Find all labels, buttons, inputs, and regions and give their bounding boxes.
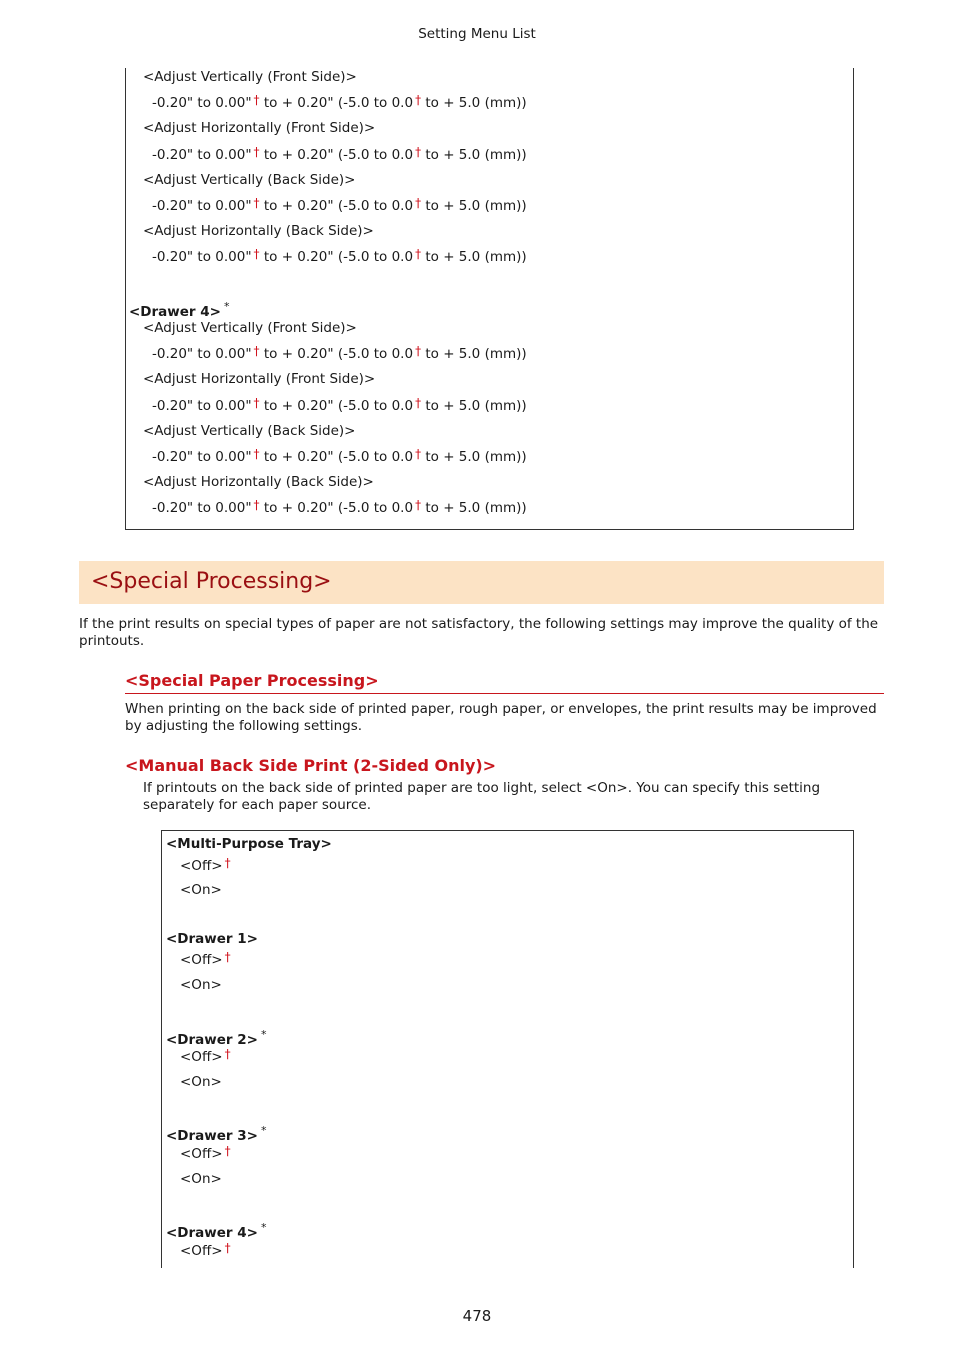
setting-range: -0.20" to 0.00" † to + 0.20" (-5.0 to 0.0 † to + 5.0 (mm)) — [152, 247, 527, 265]
source-label: <Drawer 2> * — [166, 1028, 267, 1048]
setting-label: <Adjust Horizontally (Back Side)> — [143, 474, 374, 490]
section-intro: If the print results on special types of paper are not satisfactory, the following settings may improve the quality of the printouts. — [79, 616, 879, 649]
setting-label: <Adjust Horizontally (Front Side)> — [143, 371, 376, 387]
setting-range: -0.20" to 0.00" † to + 0.20" (-5.0 to 0.0 † to + 5.0 (mm)) — [152, 498, 527, 516]
setting-label: <Adjust Vertically (Back Side)> — [143, 172, 356, 188]
source-label: <Multi-Purpose Tray> — [166, 836, 332, 852]
setting-range: -0.20" to 0.00" † to + 0.20" (-5.0 to 0.0 † to + 5.0 (mm)) — [152, 447, 527, 465]
option-on: <On> — [180, 1171, 222, 1187]
special-paper-heading: <Special Paper Processing> — [125, 671, 379, 690]
setting-range: -0.20" to 0.00" † to + 0.20" (-5.0 to 0.0 † to + 5.0 (mm)) — [152, 196, 527, 214]
option-off: <Off> † — [180, 856, 231, 874]
page-number: 478 — [462, 1307, 492, 1325]
setting-range: -0.20" to 0.00" † to + 0.20" (-5.0 to 0.0 † to + 5.0 (mm)) — [152, 396, 527, 414]
manual-back-table — [161, 830, 854, 1268]
setting-label: <Adjust Horizontally (Back Side)> — [143, 223, 374, 239]
setting-range: -0.20" to 0.00" † to + 0.20" (-5.0 to 0.0 † to + 5.0 (mm)) — [152, 145, 527, 163]
option-on: <On> — [180, 882, 222, 898]
source-label: <Drawer 4> * — [166, 1221, 267, 1241]
section-banner — [79, 561, 884, 604]
option-off: <Off> † — [180, 1241, 231, 1259]
option-on: <On> — [180, 977, 222, 993]
setting-range: -0.20" to 0.00" † to + 0.20" (-5.0 to 0.0 † to + 5.0 (mm)) — [152, 93, 527, 111]
manual-back-description: If printouts on the back side of printed paper are too light, select <On>. You can specify this setting separately for each paper source. — [143, 780, 821, 813]
section-title: <Special Processing> — [91, 569, 332, 594]
special-paper-description: When printing on the back side of printed paper, rough paper, or envelopes, the print results may be improved by adjusting the following settings. — [125, 701, 877, 734]
settings-table-continued — [125, 68, 854, 530]
running-header: Setting Menu List — [418, 26, 536, 42]
heading-rule — [125, 693, 884, 694]
source-label: <Drawer 1> — [166, 931, 258, 947]
source-label: <Drawer 3> * — [166, 1124, 267, 1144]
drawer-4-label: <Drawer 4> * — [129, 300, 230, 320]
setting-label: <Adjust Horizontally (Front Side)> — [143, 120, 376, 136]
setting-label: <Adjust Vertically (Front Side)> — [143, 320, 357, 336]
setting-label: <Adjust Vertically (Front Side)> — [143, 69, 357, 85]
option-off: <Off> † — [180, 1144, 231, 1162]
manual-back-heading: <Manual Back Side Print (2-Sided Only)> — [125, 756, 497, 775]
option-off: <Off> † — [180, 1047, 231, 1065]
option-on: <On> — [180, 1074, 222, 1090]
setting-range: -0.20" to 0.00" † to + 0.20" (-5.0 to 0.0 † to + 5.0 (mm)) — [152, 344, 527, 362]
setting-label: <Adjust Vertically (Back Side)> — [143, 423, 356, 439]
option-off: <Off> † — [180, 950, 231, 968]
